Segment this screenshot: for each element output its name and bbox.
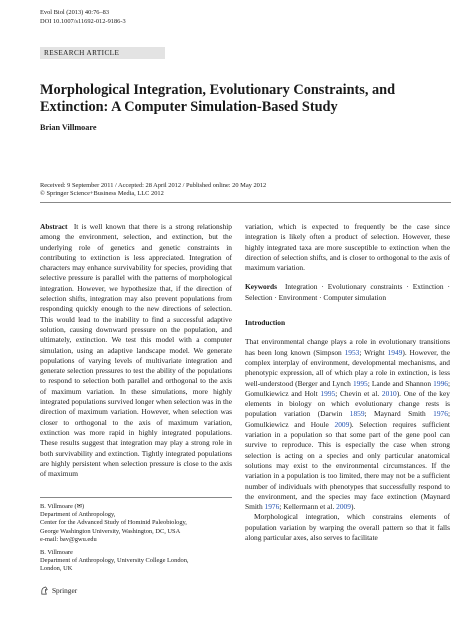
citation-link[interactable]: 1995	[352, 378, 368, 388]
abstract-text: It is well known that there is a strong relationship among the environment, selection, and extinction, but the underlying role of genetics and genetic constraints in contributing to extinction is less appreciated. Integration of characters may enhance survivability for species, providing that selective pressure is parallel with the patterns of morphological integration. However, we hypothesize that, if the direction of selection shifts, integration may also prevent populations from responding quickly enough to the new directions of selection. This would lead to the inability to find a successful adaptive solution, causing downward pressure on the population, and ultimately, extinction. We test this model with a computer simulation, using an adaptive landscape model. We generate populations of varying levels of multivariate integration and generate selection pressures to test the ability of the populations to respond to selection both parallel and orthogonal to the axis of maximum variation. In these simulations, more highly integrated populations survived longer when selection was in the direction of maximum variation. However, when selection was closer to orthogonal to the axis of maximum variation, extinction was more rapid in highly integrated populations. These results suggest that integration may play a strong role in both survivability and extinction. Tightly integrated populations are highly persistent when selection pressure is close to the axis of maximum	[40, 222, 232, 479]
citation-link[interactable]: 2010	[381, 388, 397, 398]
abstract-paragraph	[40, 222, 232, 479]
publication-dates	[40, 182, 266, 199]
author-email-link[interactable]: e-mail: bav@gwu.edu	[40, 535, 97, 543]
introduction-paragraph-2: Morphological integration, which constrains elements of population variation by warping the overall pattern so that it falls along particular axes, also serves to facilitate	[245, 512, 450, 543]
author-name: Brian Villmoare	[40, 123, 97, 132]
citation-link[interactable]: 2009	[336, 502, 351, 512]
citation-link[interactable]: 1995	[320, 388, 336, 398]
intro-text: ). However, the complex interplay of environment, developmental mechanisms, and phenotypic expression, all of which play a role in extinction, is less well-understood (Berger and Lynch	[245, 347, 450, 388]
header-divider	[40, 202, 451, 203]
journal-info	[40, 9, 126, 26]
dates-line: Received: 9 September 2011 / Accepted: 28 April 2012 / Published online: 20 May 2012	[40, 182, 267, 189]
copyright-line: © Springer Science+Business Media, LLC 2012	[40, 190, 164, 198]
affiliation-1-line1: Department of Anthropology,	[40, 511, 116, 519]
keywords-text: Integration · Evolutionary constraints · Extinction · Selection · Environment · Computer simulation	[245, 282, 450, 302]
citation-link[interactable]: 1996	[433, 378, 448, 388]
affiliation-1-line2: Center for the Advanced Study of Hominid Paleobiology,	[40, 519, 187, 527]
citation-link[interactable]: 1953	[344, 347, 360, 357]
publisher-name: Springer	[52, 586, 78, 595]
journal-doi: DOI 10.1007/s11692-012-9186-3	[40, 17, 126, 25]
affiliations	[40, 503, 235, 574]
affiliation-2-line2: London, UK	[40, 565, 73, 573]
intro-text: ). Selection requires sufficient variation in a population so that some part of the gene pool can survive to reproduce. This is especially the case when strong selection is acting on a species and only particular anatomical solutions may exist to the environmental circumstances. If the variation in a population is too limited, there may not be a sufficient number of individuals with phenotypes that successfully respond to the environment, and the species may face extinction (Maynard Smith	[245, 419, 450, 512]
right-column	[245, 222, 450, 543]
intro-text: ; Maynard Smith	[364, 409, 434, 419]
article-title: Morphological Integration, Evolutionary Constraints, and Extinction: A Computer Simulation-Based Study	[40, 82, 396, 115]
citation-link[interactable]: 1949	[387, 347, 403, 357]
keywords-paragraph	[245, 282, 450, 303]
intro-text: ; Chevin et al.	[335, 388, 382, 398]
journal-citation: Evol Biol (2013) 40:76–83	[40, 9, 110, 16]
intro-text: ; Gomulkiewicz and Houle	[245, 409, 450, 429]
footnote-divider	[40, 497, 232, 498]
publisher-logo	[40, 586, 77, 595]
springer-horse-icon	[40, 586, 49, 595]
affiliation-2-name: B. Villmoare	[40, 549, 73, 557]
introduction-heading: Introduction	[245, 318, 286, 328]
citation-link[interactable]: 1859	[349, 409, 365, 419]
abstract-continuation: variation, which is expected to frequently be the case since integration is likely often a product of selection. However, these highly integrated taxa are more susceptible to extinction when the direction of selection shifts, and is closer to orthogonal to the axis of maximum variation.	[245, 222, 450, 273]
keywords-label: Keywords	[245, 282, 278, 292]
intro-text: ; Wright	[359, 347, 388, 357]
affiliation-1-name: B. Villmoare (✉)	[40, 503, 85, 510]
introduction-paragraph-1	[245, 337, 450, 512]
citation-link[interactable]: 2009	[334, 419, 350, 429]
intro-text: That environmental change plays a role in evolutionary transitions has been long known (Simpson	[245, 337, 450, 357]
affiliation-2-line1: Department of Anthropology, University College London,	[40, 557, 189, 565]
affiliation-1-line3: George Washington University, Washington, DC, USA	[40, 527, 181, 535]
citation-link[interactable]: 1976	[433, 409, 448, 419]
article-type-badge: RESEARCH ARTICLE	[40, 47, 165, 59]
left-column	[40, 222, 232, 479]
intro-text: ; Lande and Shannon	[367, 378, 434, 388]
intro-text: ; Gomulkiewicz and Holt	[245, 378, 451, 398]
intro-text: ). One of the key elements in biology on which evolutionary change rests is population variation (Darwin	[245, 388, 450, 419]
abstract-label: Abstract	[40, 222, 68, 231]
intro-text: ; Kellermann et al.	[279, 502, 337, 512]
citation-link[interactable]: 1976	[264, 502, 280, 512]
intro-text: ).	[350, 502, 356, 512]
